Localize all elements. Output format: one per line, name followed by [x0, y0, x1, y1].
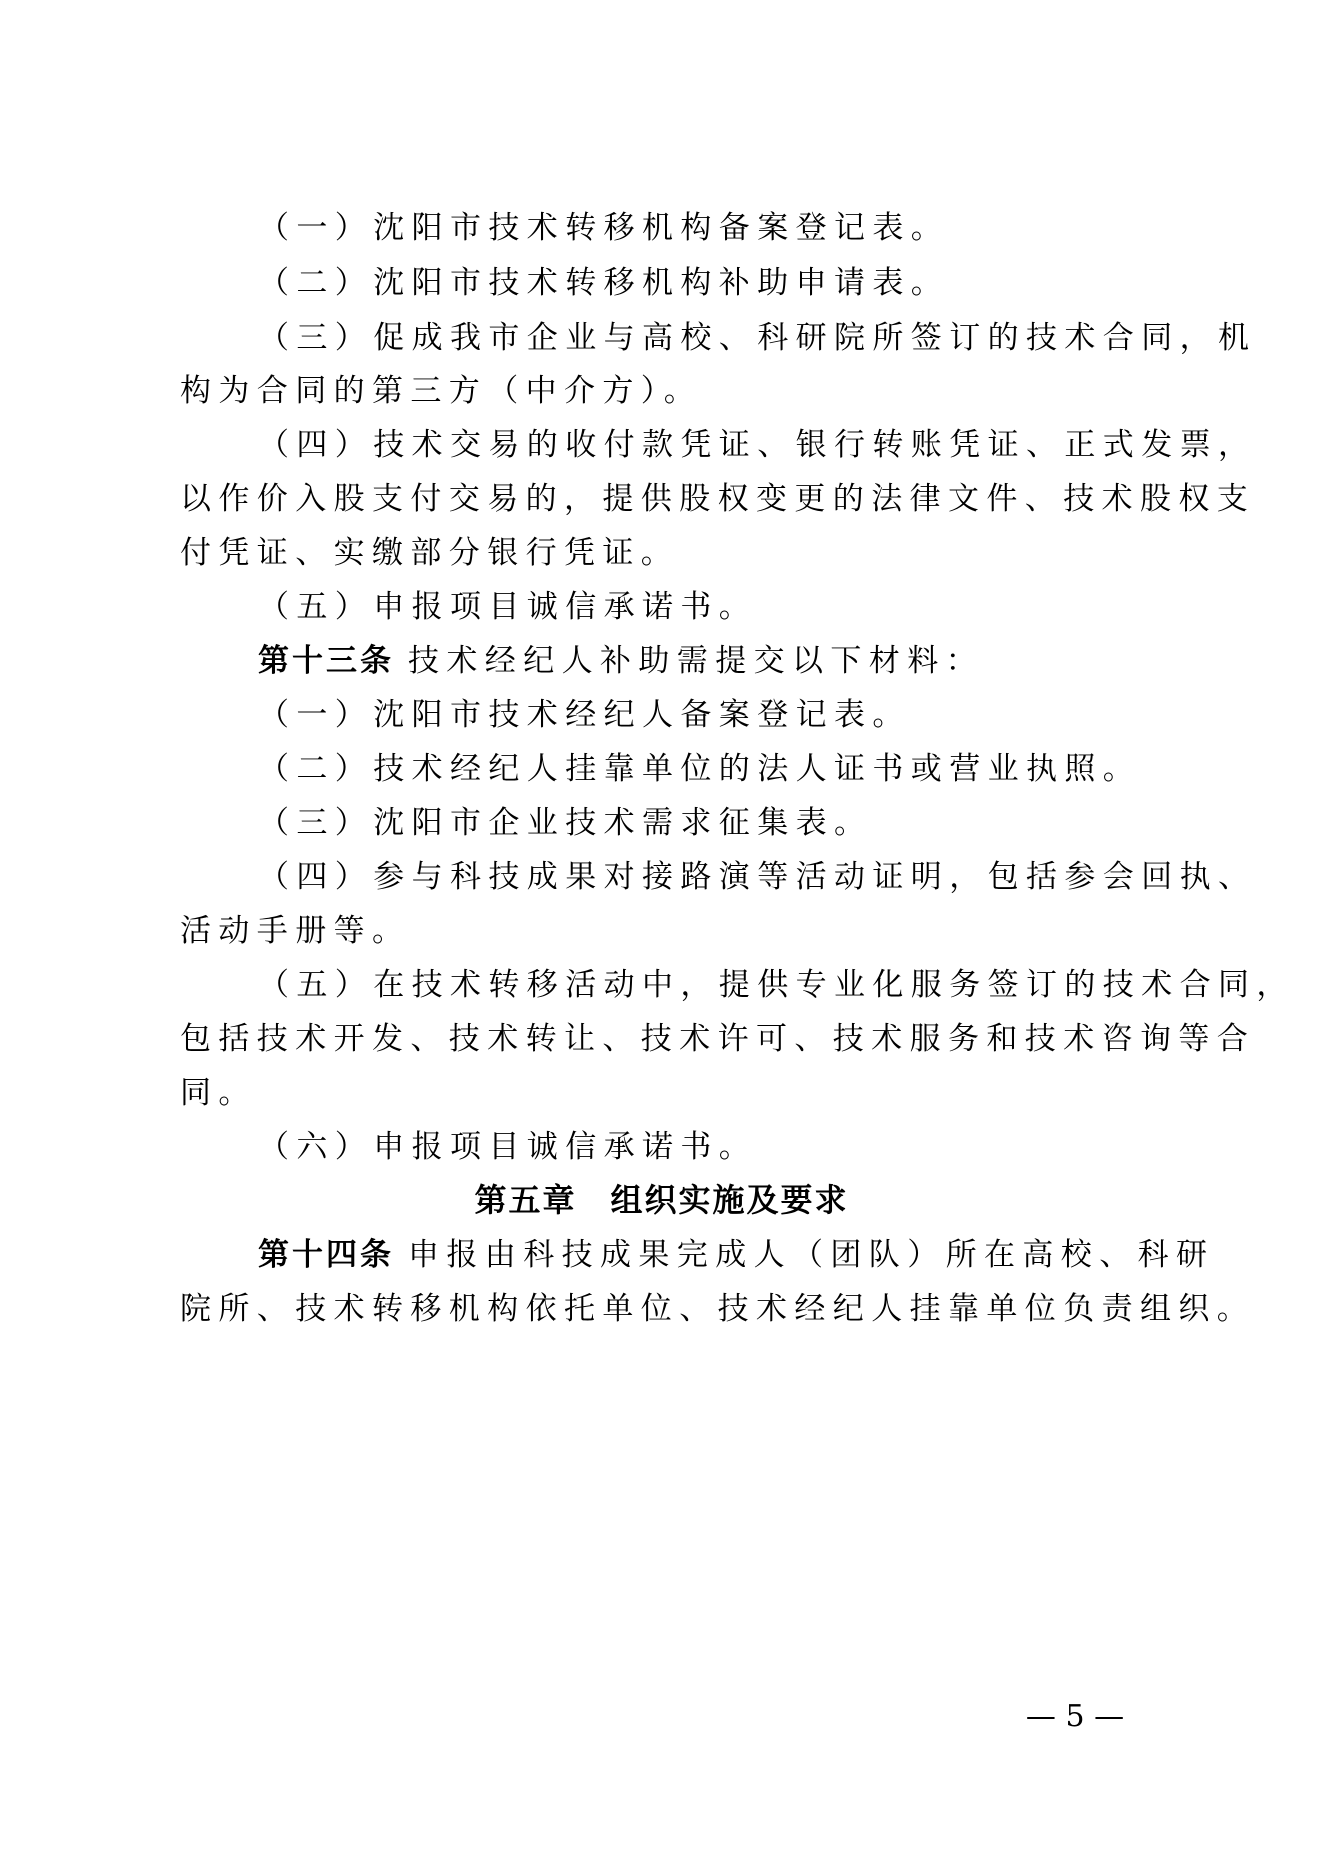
page-number: — 5 —	[1025, 1699, 1125, 1734]
paragraph-line: 包括技术开发、技术转让、技术许可、技术服务和技术咨询等合	[180, 1021, 1256, 1057]
article-14-heading	[258, 1233, 1215, 1277]
article-13-text: 技术经纪人补助需提交以下材料：	[408, 643, 984, 679]
chapter-title: 第五章 组织实施及要求	[474, 1181, 849, 1219]
article-13-number: 第十三条	[258, 643, 394, 679]
paragraph-line: （五）在技术转移活动中，提供专业化服务签订的技术合同，	[258, 967, 1295, 1003]
paragraph-line: 以作价入股支付交易的，提供股权变更的法律文件、技术股权支	[180, 481, 1256, 517]
paragraph-line: 付凭证、实缴部分银行凭证。	[180, 535, 680, 571]
paragraph-line: （一）沈阳市技术转移机构备案登记表。	[258, 210, 950, 246]
paragraph-line: （三）沈阳市企业技术需求征集表。	[258, 805, 873, 841]
paragraph-line: 同。	[180, 1075, 257, 1111]
article-14-number: 第十四条	[258, 1237, 394, 1273]
paragraph-line: （二）沈阳市技术转移机构补助申请表。	[258, 265, 950, 301]
article-13-heading	[258, 639, 1178, 683]
paragraph-line: 院所、技术转移机构依托单位、技术经纪人挂靠单位负责组织。	[180, 1291, 1256, 1327]
article-14-text: 申报由科技成果完成人（团队）所在高校、科研	[408, 1237, 1215, 1273]
paragraph-line: （四）技术交易的收付款凭证、银行转账凭证、正式发票，	[258, 427, 1257, 463]
paragraph-line: 活动手册等。	[180, 913, 411, 949]
paragraph-line: （二）技术经纪人挂靠单位的法人证书或营业执照。	[258, 751, 1142, 787]
paragraph-line: （三）促成我市企业与高校、科研院所签订的技术合同，机	[258, 320, 1257, 356]
paragraph-line: 构为合同的第三方（中介方）。	[180, 373, 703, 409]
paragraph-line: （四）参与科技成果对接路演等活动证明，包括参会回执、	[258, 859, 1257, 895]
paragraph-line: （一）沈阳市技术经纪人备案登记表。	[258, 697, 911, 733]
paragraph-line: （五）申报项目诚信承诺书。	[258, 589, 758, 625]
paragraph-line: （六）申报项目诚信承诺书。	[258, 1129, 758, 1165]
